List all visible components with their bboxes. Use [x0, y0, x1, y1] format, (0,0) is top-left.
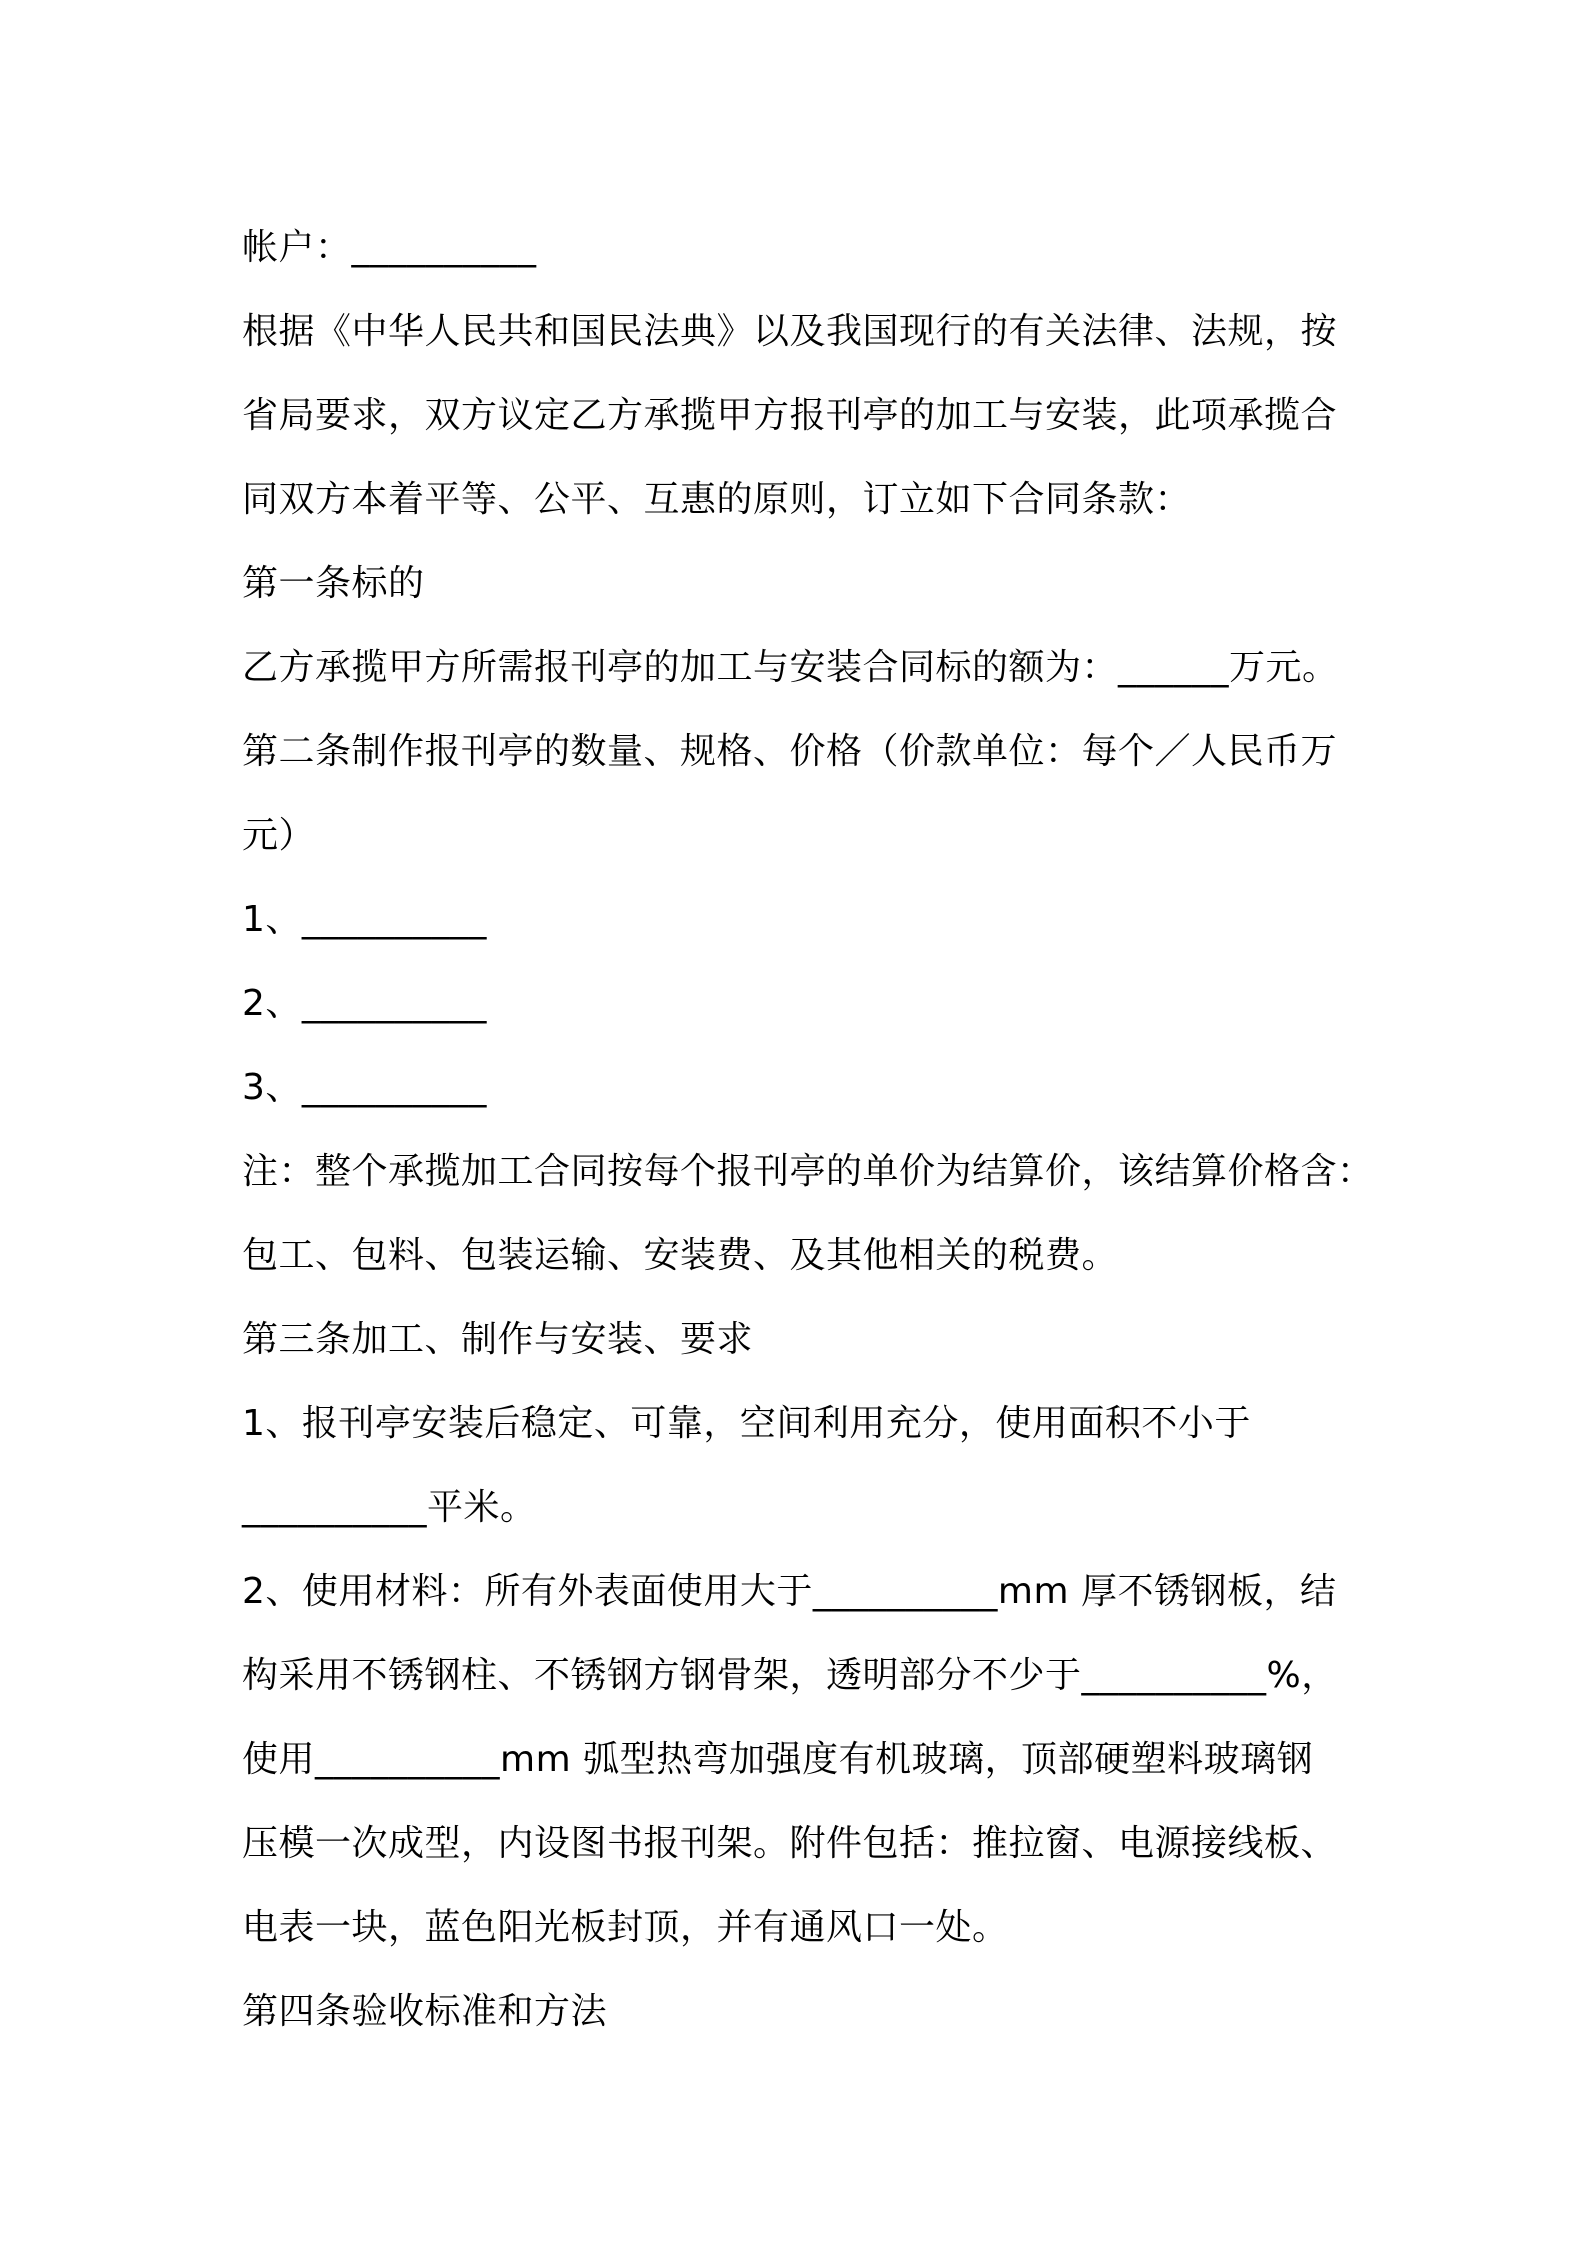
clause-3-2-line-4: 压模一次成型，内设图书报刊架。附件包括：推拉窗、电源接线板、 — [242, 1823, 1338, 1864]
preamble-line-2: 省局要求，双方议定乙方承揽甲方报刊亭的加工与安装，此项承揽合 — [242, 395, 1338, 436]
clause-3-2-line-2: 构采用不锈钢柱、不锈钢方钢骨架，透明部分不少于__________%， — [242, 1655, 1338, 1696]
clause-3-1-line-1: 1、报刊亭安装后稳定、可靠，空间利用充分，使用面积不小于 — [242, 1403, 1251, 1444]
account-line: 帐户：__________ — [242, 227, 537, 268]
article-3-heading: 第三条加工、制作与安装、要求 — [242, 1319, 754, 1360]
note-line-2: 包工、包料、包装运输、安装费、及其他相关的税费。 — [242, 1235, 1119, 1276]
contract-body — [242, 206, 1372, 2054]
article-1-heading: 第一条标的 — [242, 563, 425, 604]
article-2-heading-cont: 元） — [242, 815, 316, 856]
item-2-line: 2、__________ — [242, 983, 487, 1024]
article-2-heading: 第二条制作报刊亭的数量、规格、价格（价款单位：每个／人民币万 — [242, 731, 1338, 772]
article-4-heading: 第四条验收标准和方法 — [242, 1991, 608, 2032]
note-line-1: 注：整个承揽加工合同按每个报刊亭的单价为结算价，该结算价格含： — [242, 1151, 1374, 1192]
clause-3-2-line-1: 2、使用材料：所有外表面使用大于__________mm 厚不锈钢板，结 — [242, 1571, 1337, 1612]
article-1-text: 乙方承揽甲方所需报刊亭的加工与安装合同标的额为：______万元。 — [242, 647, 1339, 688]
clause-3-1-line-2: __________平米。 — [242, 1487, 537, 1528]
preamble-line-1: 根据《中华人民共和国民法典》以及我国现行的有关法律、法规，按 — [242, 311, 1338, 352]
item-3-line: 3、__________ — [242, 1067, 487, 1108]
item-1-line: 1、__________ — [242, 899, 487, 940]
clause-3-2-line-5: 电表一块，蓝色阳光板封顶，并有通风口一处。 — [242, 1907, 1009, 1948]
preamble-line-3: 同双方本着平等、公平、互惠的原则，订立如下合同条款： — [242, 479, 1192, 520]
clause-3-2-line-3: 使用__________mm 弧型热弯加强度有机玻璃，顶部硬塑料玻璃钢 — [242, 1739, 1314, 1780]
